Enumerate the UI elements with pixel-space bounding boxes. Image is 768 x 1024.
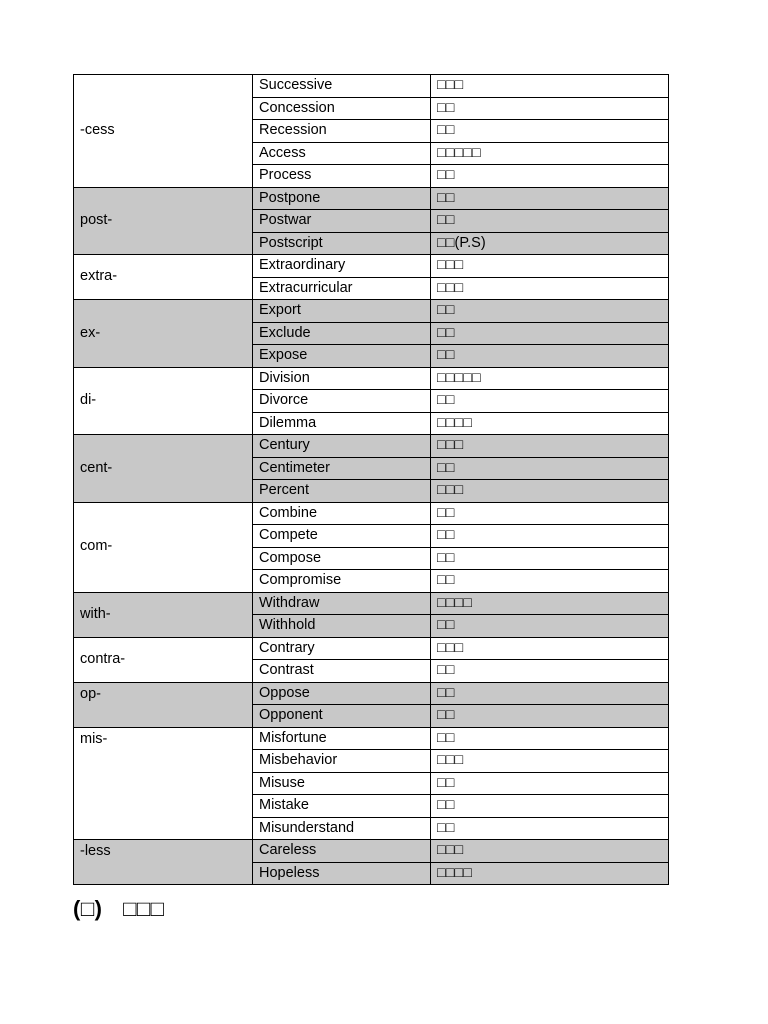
english-word-cell: Successive xyxy=(253,75,431,98)
english-word-cell: Misbehavior xyxy=(253,750,431,773)
meaning-cell: □□□ xyxy=(431,75,669,98)
table-row xyxy=(74,502,669,525)
meaning-cell: □□□□ xyxy=(431,412,669,435)
meaning-cell: □□ xyxy=(431,390,669,413)
english-word-cell: Exclude xyxy=(253,322,431,345)
english-word-cell: Misunderstand xyxy=(253,817,431,840)
english-word-cell: Century xyxy=(253,435,431,458)
table-row xyxy=(74,840,669,863)
section-number: (□) xyxy=(73,896,103,921)
table-row xyxy=(74,727,669,750)
english-word-cell: Extraordinary xyxy=(253,255,431,278)
table-row xyxy=(74,255,669,278)
english-word-cell: Process xyxy=(253,165,431,188)
meaning-cell: □□□□□ xyxy=(431,367,669,390)
prefix-cell: op- xyxy=(74,682,253,727)
meaning-cell: □□ xyxy=(431,120,669,143)
english-word-cell: Access xyxy=(253,142,431,165)
meaning-cell: □□□□ xyxy=(431,592,669,615)
english-word-cell: Postscript xyxy=(253,232,431,255)
section-heading xyxy=(73,896,164,922)
meaning-cell: □□ xyxy=(431,817,669,840)
meaning-cell: □□ xyxy=(431,705,669,728)
english-word-cell: Mistake xyxy=(253,795,431,818)
english-word-cell: Withdraw xyxy=(253,592,431,615)
meaning-cell: □□ xyxy=(431,187,669,210)
english-word-cell: Contrary xyxy=(253,637,431,660)
english-word-cell: Percent xyxy=(253,480,431,503)
meaning-cell: □□ xyxy=(431,322,669,345)
meaning-cell: □□□ xyxy=(431,255,669,278)
meaning-cell: □□□□ xyxy=(431,862,669,885)
meaning-cell: □□ xyxy=(431,457,669,480)
english-word-cell: Compose xyxy=(253,547,431,570)
meaning-cell: □□□□□ xyxy=(431,142,669,165)
meaning-cell: □□ xyxy=(431,165,669,188)
english-word-cell: Misuse xyxy=(253,772,431,795)
prefix-cell: com- xyxy=(74,502,253,592)
prefix-cell: mis- xyxy=(74,727,253,840)
meaning-cell: □□□ xyxy=(431,480,669,503)
english-word-cell: Combine xyxy=(253,502,431,525)
meaning-cell: □□□ xyxy=(431,277,669,300)
english-word-cell: Contrast xyxy=(253,660,431,683)
english-word-cell: Expose xyxy=(253,345,431,368)
english-word-cell: Oppose xyxy=(253,682,431,705)
meaning-cell: □□ xyxy=(431,547,669,570)
prefix-cell: -cess xyxy=(74,75,253,188)
meaning-cell: □□□ xyxy=(431,840,669,863)
english-word-cell: Postwar xyxy=(253,210,431,233)
meaning-cell: □□ xyxy=(431,727,669,750)
meaning-cell: □□□ xyxy=(431,435,669,458)
table-row xyxy=(74,435,669,458)
prefix-vocabulary-table xyxy=(73,74,669,885)
table-row xyxy=(74,300,669,323)
meaning-cell: □□ xyxy=(431,660,669,683)
english-word-cell: Recession xyxy=(253,120,431,143)
prefix-cell: di- xyxy=(74,367,253,435)
prefix-cell: cent- xyxy=(74,435,253,503)
english-word-cell: Postpone xyxy=(253,187,431,210)
meaning-cell: □□ xyxy=(431,525,669,548)
meaning-cell: □□ xyxy=(431,795,669,818)
table-row xyxy=(74,367,669,390)
table-row xyxy=(74,682,669,705)
english-word-cell: Compromise xyxy=(253,570,431,593)
meaning-cell: □□ xyxy=(431,570,669,593)
prefix-cell: contra- xyxy=(74,637,253,682)
meaning-cell: □□(P.S) xyxy=(431,232,669,255)
table-row xyxy=(74,592,669,615)
english-word-cell: Division xyxy=(253,367,431,390)
meaning-cell: □□□ xyxy=(431,750,669,773)
meaning-cell: □□ xyxy=(431,502,669,525)
prefix-cell: ex- xyxy=(74,300,253,368)
meaning-cell: □□ xyxy=(431,615,669,638)
english-word-cell: Dilemma xyxy=(253,412,431,435)
english-word-cell: Divorce xyxy=(253,390,431,413)
english-word-cell: Hopeless xyxy=(253,862,431,885)
english-word-cell: Misfortune xyxy=(253,727,431,750)
english-word-cell: Opponent xyxy=(253,705,431,728)
english-word-cell: Careless xyxy=(253,840,431,863)
meaning-cell: □□ xyxy=(431,210,669,233)
english-word-cell: Extracurricular xyxy=(253,277,431,300)
prefix-cell: post- xyxy=(74,187,253,255)
english-word-cell: Export xyxy=(253,300,431,323)
meaning-cell: □□ xyxy=(431,682,669,705)
meaning-cell: □□ xyxy=(431,345,669,368)
section-title: □□□ xyxy=(123,896,165,921)
english-word-cell: Concession xyxy=(253,97,431,120)
table-row xyxy=(74,187,669,210)
prefix-cell: -less xyxy=(74,840,253,885)
vocabulary-table-body xyxy=(74,75,669,885)
prefix-cell: extra- xyxy=(74,255,253,300)
table-row xyxy=(74,75,669,98)
english-word-cell: Centimeter xyxy=(253,457,431,480)
english-word-cell: Withhold xyxy=(253,615,431,638)
meaning-cell: □□□ xyxy=(431,637,669,660)
table-row xyxy=(74,637,669,660)
meaning-cell: □□ xyxy=(431,300,669,323)
meaning-cell: □□ xyxy=(431,772,669,795)
prefix-cell: with- xyxy=(74,592,253,637)
meaning-cell: □□ xyxy=(431,97,669,120)
english-word-cell: Compete xyxy=(253,525,431,548)
